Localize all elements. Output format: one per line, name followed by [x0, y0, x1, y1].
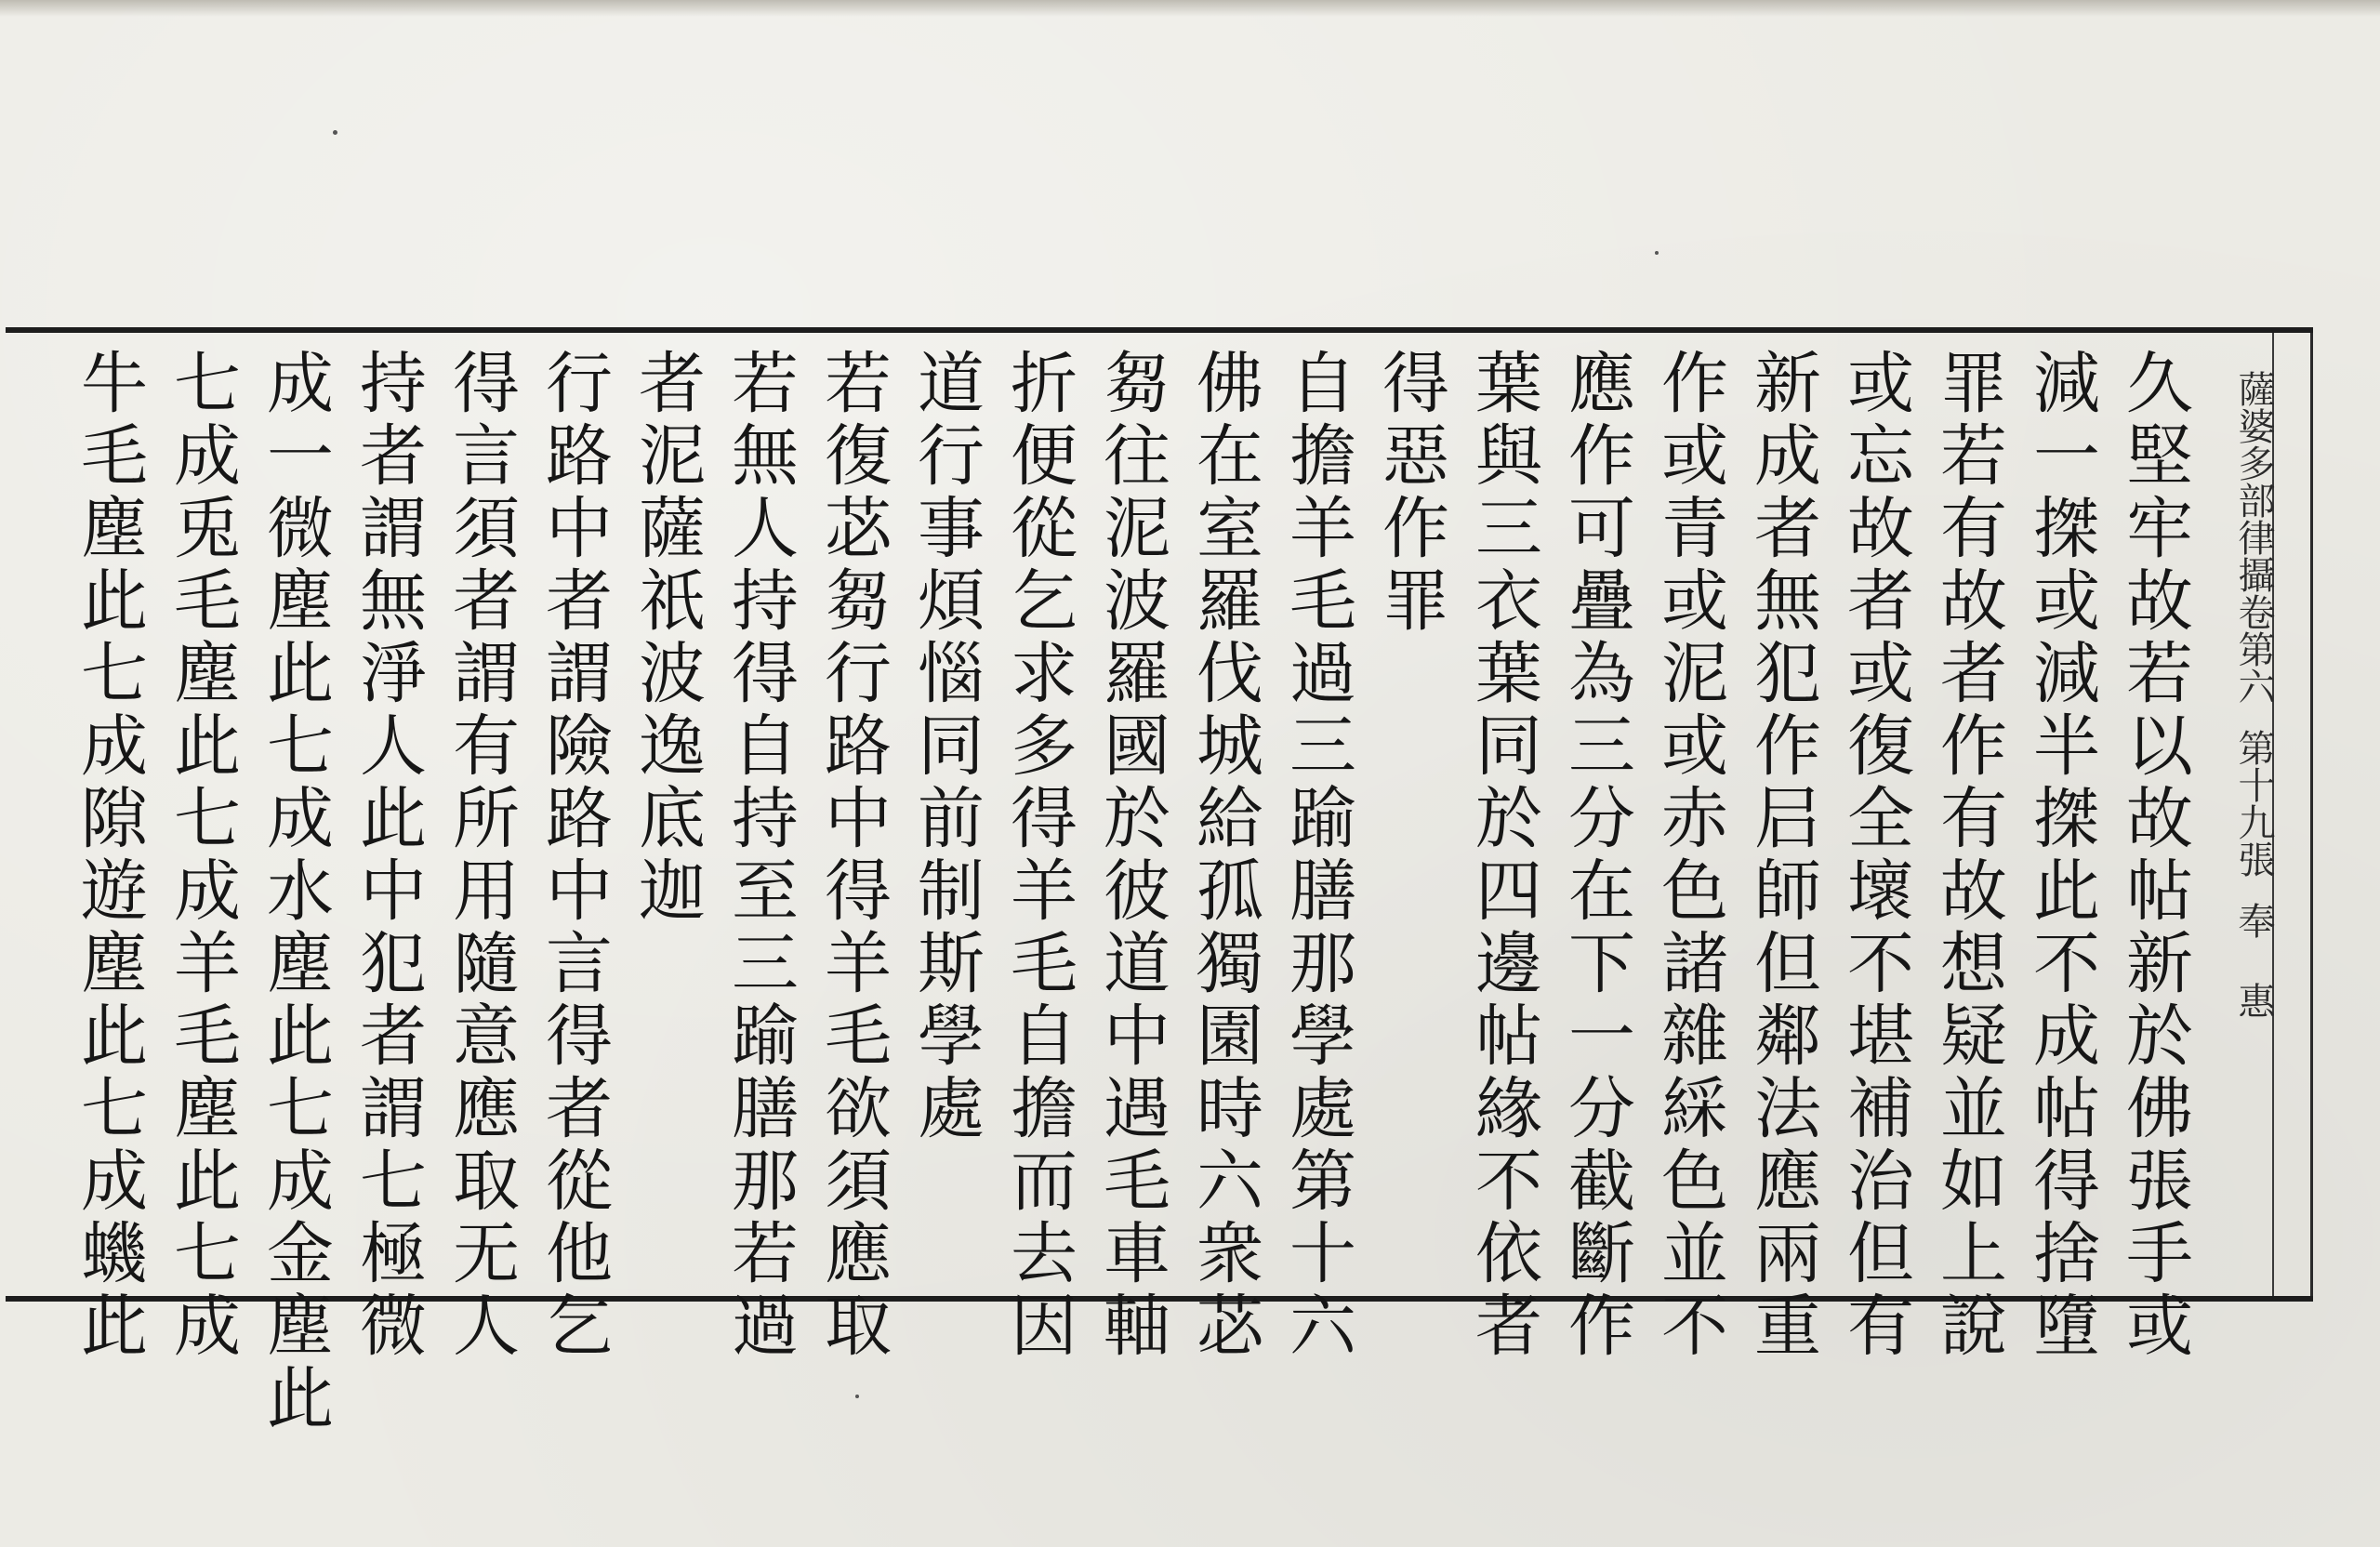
margin-column [2226, 370, 2281, 1019]
text-column-4: 或忘故者或復全壞不堪補治但有 [1836, 348, 1914, 1363]
text-column-13: 折便從乞求多得羊毛自擔而去因 [999, 348, 1078, 1363]
text-column-5: 新成者無犯作𡰪師但鄰法應兩重 [1743, 348, 1821, 1363]
text-column-9: 得惡作罪 [1371, 348, 1449, 638]
text-column-15: 若復苾芻行路中得羊毛欲須應取 [813, 348, 892, 1363]
text-column-20: 持者謂無淨人此中犯者謂七極微 [349, 348, 427, 1363]
text-column-8: 葉與三衣葉同於四邊帖緣不依者 [1464, 348, 1542, 1363]
printed-frame [6, 327, 2313, 1435]
text-column-21: 成一微塵此七成水塵此七成金塵此 [256, 348, 334, 1435]
margin-page-number: 第十九張 [2232, 729, 2275, 878]
text-column-22: 七成兎毛塵此七成羊毛塵此七成 [163, 348, 241, 1363]
text-column-1: 久堅牢故若以故帖新於佛張手或 [2115, 348, 2193, 1363]
section-heading-column: 自擔羊毛過三踰膳那學處第十六 [1278, 348, 1356, 1363]
text-column-6: 作或青或泥或赤色諸雜綵色並不 [1650, 348, 1728, 1363]
text-column-14: 道行事煩惱同前制斯學處 [906, 348, 985, 1145]
text-column-3: 罪若有故者作有故想疑並如上說 [1929, 348, 2007, 1363]
paper-speck [855, 1395, 859, 1398]
paper-speck [1655, 251, 1659, 255]
text-column-2: 減一搩或減半搩此不成帖得捨墮 [2022, 348, 2100, 1363]
text-column-7: 應作可疊為三分在下一分截斷作 [1557, 348, 1635, 1363]
paper-speck [333, 130, 337, 135]
text-column-17: 者泥薩祇波逸底迦 [628, 348, 706, 928]
text-column-18: 行路中者謂險路中言得者從他乞 [535, 348, 613, 1363]
frame-right-border [2310, 333, 2313, 1296]
text-column-12: 芻往泥波羅國於彼道中遇毛車軸 [1092, 348, 1170, 1363]
margin-mark: 奉 惠 [2232, 902, 2275, 1019]
text-column-16: 若無人持得自持至三踰膳那若過 [721, 348, 799, 1363]
margin-title: 薩婆多部律攝卷第六 [2232, 370, 2275, 705]
text-column-11: 佛在室羅伐城給孤獨園時六衆苾 [1185, 348, 1263, 1363]
text-column-19: 得言須者謂有所用隨意應取无人 [442, 348, 520, 1363]
text-column-23: 牛毛塵此七成隙遊塵此七成蟣此 [70, 348, 148, 1363]
